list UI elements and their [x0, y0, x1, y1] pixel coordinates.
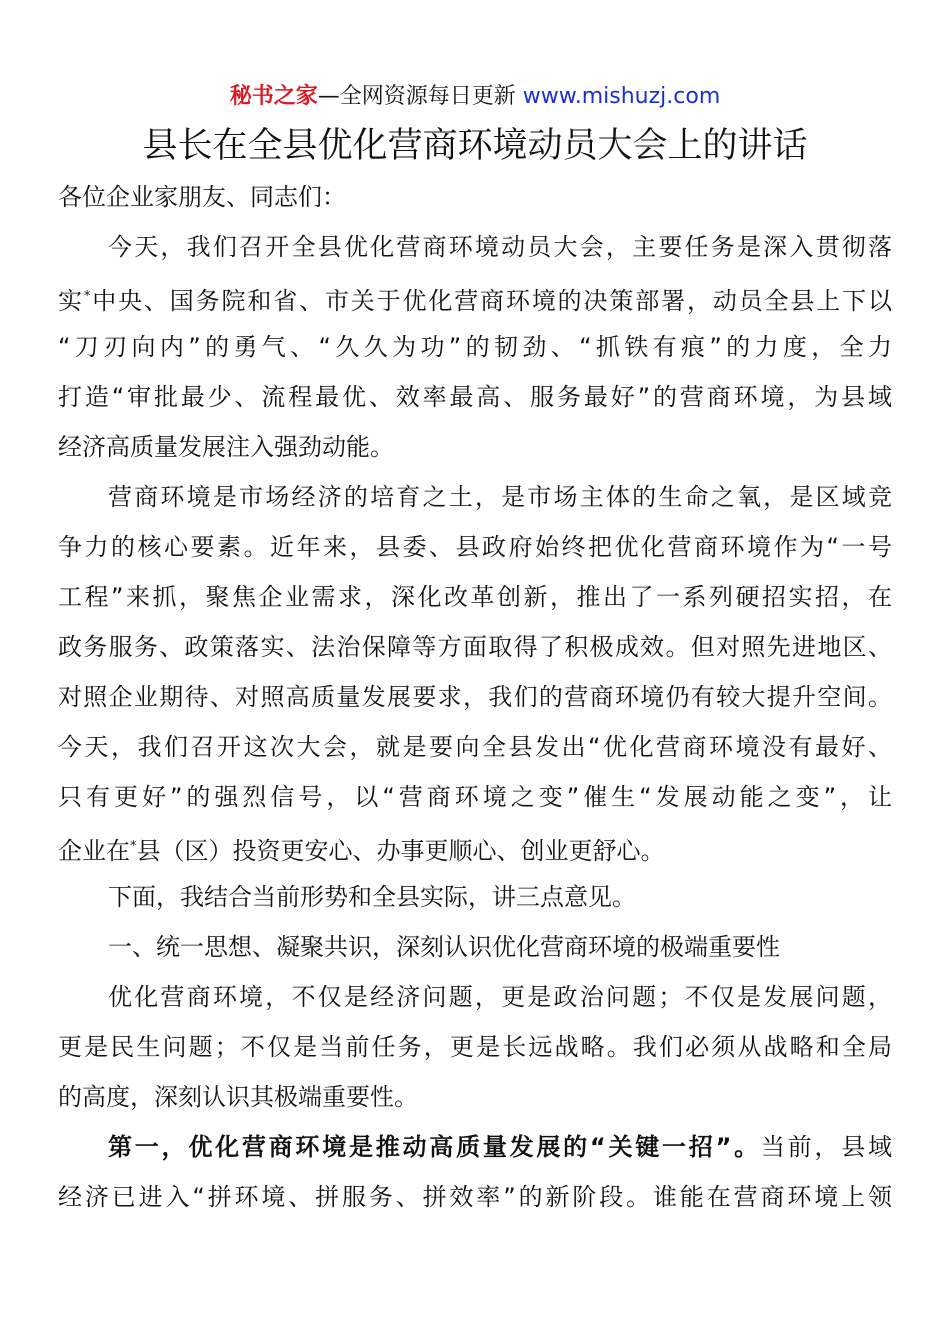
point-heading: 第一，优化营商环境是推动高质量发展的“关键一招”。	[108, 1133, 761, 1161]
paragraph-line: 经济高质量发展注入强劲动能。	[58, 433, 394, 461]
paragraph-line: 工程”来抓，聚焦企业需求，深化改革创新，推出了一系列硬招实招，在	[58, 583, 892, 611]
banner-url[interactable]: www.mishuzj.com	[522, 84, 721, 109]
banner-tagline: —全网资源每日更新	[317, 84, 523, 109]
text-run: 实	[58, 287, 84, 315]
paragraph-line: 打造“审批最少、流程最优、效率最高、服务最好”的营商环境，为县域	[58, 383, 892, 411]
banner-brand: 秘书之家	[229, 84, 318, 109]
paragraph-line	[58, 822, 892, 872]
paragraph-line: 的高度，深刻认识其极端重要性。	[58, 1083, 418, 1111]
site-banner	[0, 82, 950, 112]
salutation: 各位企业家朋友、同志们：	[58, 183, 346, 211]
text-run: 中央、国务院和省、市关于优化营商环境的决策部署，动员全县上下以	[90, 287, 892, 315]
paragraph-line	[58, 272, 892, 322]
redaction-mark: *	[83, 289, 91, 304]
text-run: 企业在	[58, 837, 130, 865]
text-run: 县（区）投资更安心、办事更顺心、创业更舒心。	[136, 837, 665, 865]
paragraph-line: 更是民生问题；不仅是当前任务，更是长远战略。我们必须从战略和全局	[58, 1033, 892, 1061]
paragraph-line: “刀刃向内”的勇气、“久久为功”的韧劲、“抓铁有痕”的力度，全力	[58, 333, 892, 361]
document-title: 县长在全县优化营商环境动员大会上的讲话	[142, 126, 808, 166]
paragraph-line: 经济已进入“拼环境、拼服务、拼效率”的新阶段。谁能在营商环境上领	[58, 1183, 892, 1211]
document-body	[58, 172, 892, 1222]
paragraph-line	[58, 1122, 892, 1172]
paragraph-line: 政务服务、政策落实、法治保障等方面取得了积极成效。但对照先进地区、	[58, 633, 892, 661]
redaction-mark: *	[130, 839, 137, 854]
paragraph-line: 下面，我结合当前形势和全县实际，讲三点意见。	[108, 883, 636, 911]
paragraph-line: 优化营商环境，不仅是经济问题，更是政治问题；不仅是发展问题，	[108, 983, 892, 1011]
paragraph-line: 只有更好”的强烈信号，以“营商环境之变”催生“发展动能之变”，让	[58, 783, 892, 811]
paragraph-line: 对照企业期待、对照高质量发展要求，我们的营商环境仍有较大提升空间。	[58, 683, 892, 711]
section-heading: 一、统一思想、凝聚共识，深刻认识优化营商环境的极端重要性	[108, 933, 780, 961]
paragraph-line: 营商环境是市场经济的培育之土，是市场主体的生命之氧，是区域竞	[108, 483, 892, 511]
paragraph-line: 今天，我们召开全县优化营商环境动员大会，主要任务是深入贯彻落	[108, 233, 892, 261]
paragraph-line: 今天，我们召开这次大会，就是要向全县发出“优化营商环境没有最好、	[58, 733, 892, 761]
text-run: 当前，县域	[760, 1133, 893, 1161]
paragraph-line: 争力的核心要素。近年来，县委、县政府始终把优化营商环境作为“一号	[58, 533, 892, 561]
